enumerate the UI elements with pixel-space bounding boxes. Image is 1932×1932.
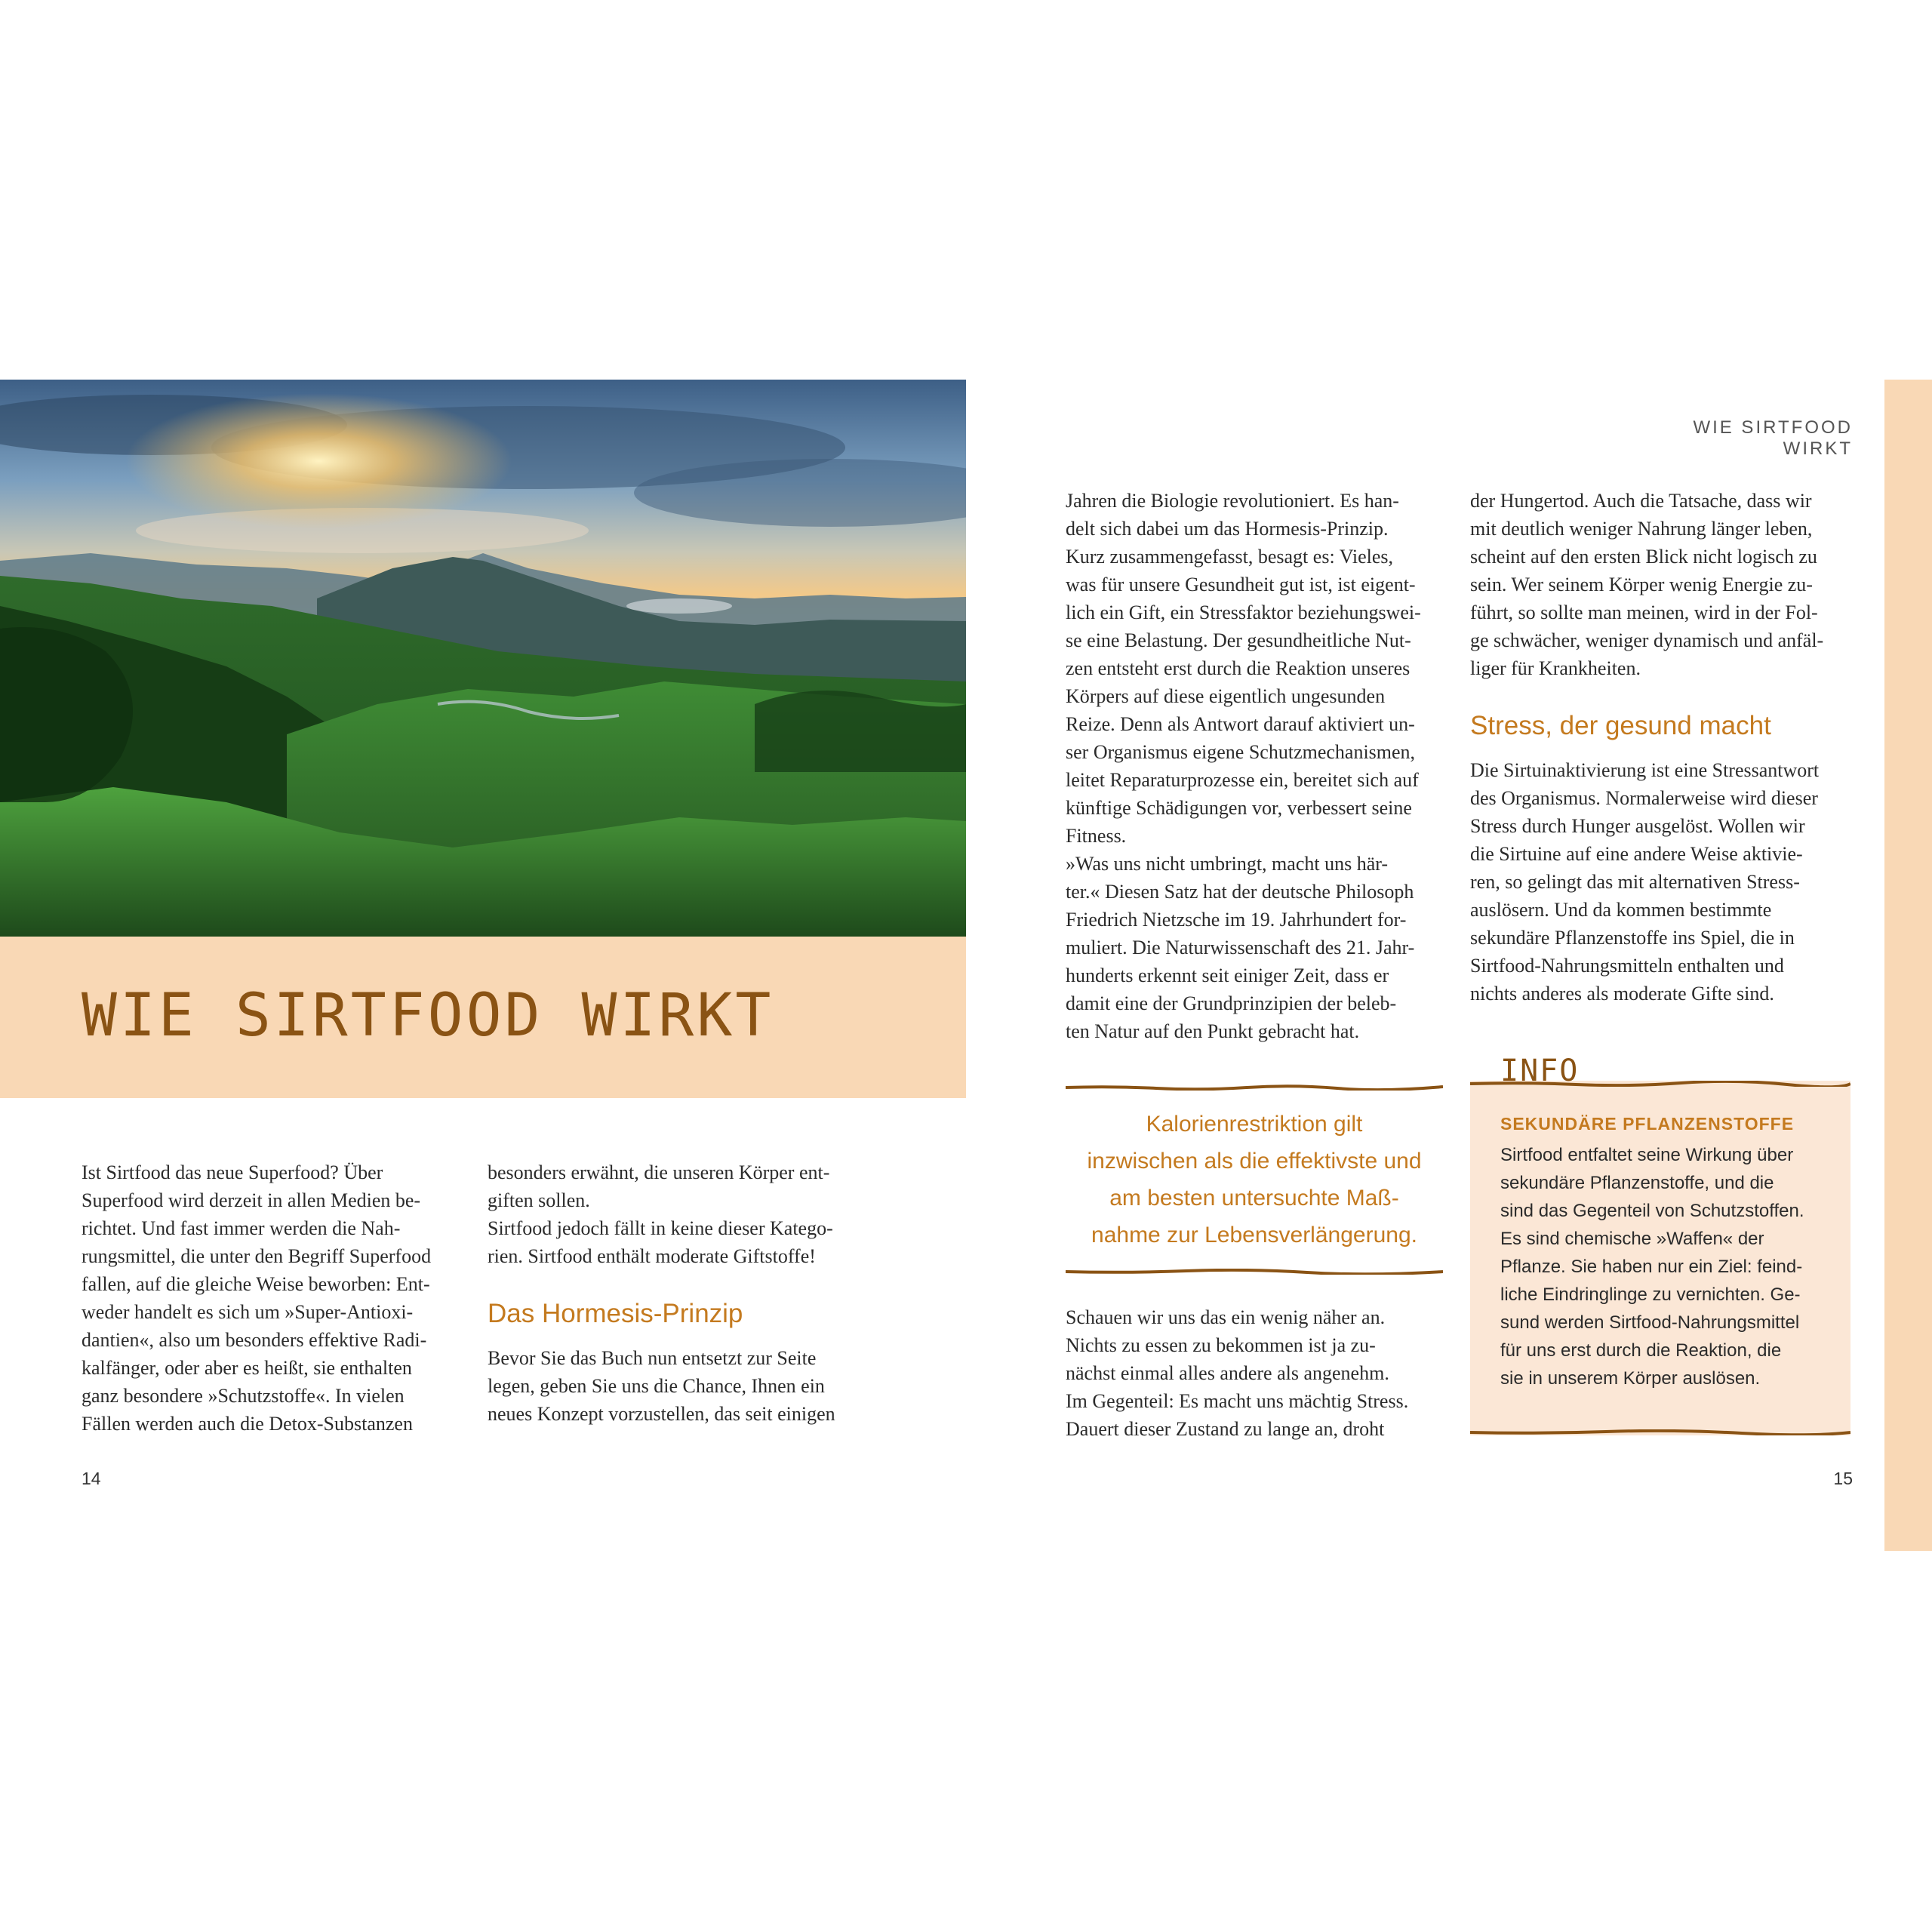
info-line: sekundäre Pflanzenstoffe, und die [1500,1173,1774,1193]
body-line: leitet Reparaturprozesse ein, bereitet sich auf [1066,769,1419,791]
info-heading: SEKUNDÄRE PFLANZENSTOFFE [1500,1114,1795,1134]
section-heading-stress: Stress, der gesund macht [1470,711,1771,740]
page-number-left: 14 [82,1469,101,1488]
body-line: Friedrich Nietzsche im 19. Jahrhundert for- [1066,909,1407,931]
body-line: lich ein Gift, ein Stressfaktor beziehungswei- [1066,601,1421,623]
info-line: sund werden Sirtfood-Nahrungsmittel [1500,1312,1800,1333]
quote-line: nahme zur Lebensverlängerung. [1091,1223,1417,1247]
info-line: liche Eindringlinge zu vernichten. Ge- [1500,1284,1801,1305]
body-line: ten Natur auf den Punkt gebracht hat. [1066,1020,1360,1042]
chapter-title: WIE SIRTFOOD WIRKT [82,982,774,1050]
body-line: Superfood wird derzeit in allen Medien be- [82,1189,421,1211]
info-line: sind das Gegenteil von Schutzstoffen. [1500,1201,1804,1221]
body-line: sein. Wer seinem Körper wenig Energie zu- [1470,574,1813,595]
body-line: mit deutlich weniger Nahrung länger leben, [1470,518,1813,540]
body-line: Fitness. [1066,825,1127,847]
body-line: Reize. Denn als Antwort darauf aktiviert un- [1066,713,1415,735]
body-line: besonders erwähnt, die unseren Körper ent- [488,1161,830,1183]
body-line: neues Konzept vorzustellen, das seit einigen [488,1403,835,1425]
body-line: nächst einmal alles andere als angenehm. [1066,1362,1389,1384]
body-line: kalfänger, oder aber es heißt, sie enthalten [82,1357,412,1379]
body-line: Schauen wir uns das ein wenig näher an. [1066,1306,1386,1328]
body-line: führt, so sollte man meinen, wird in der Fol- [1470,601,1818,623]
body-line: richtet. Und fast immer werden die Nah- [82,1217,401,1239]
body-line: Fällen werden auch die Detox-Substanzen [82,1413,413,1435]
body-line: se eine Belastung. Der gesundheitliche Nut- [1066,629,1411,651]
page-number-right: 15 [1833,1469,1853,1488]
body-line: des Organismus. Normalerweise wird dieser [1470,787,1818,809]
body-line: Körpers auf diese eigentlich ungesunden [1066,685,1386,707]
body-line: was für unsere Gesundheit gut ist, ist eigent- [1066,574,1416,595]
quote-rule-top [1066,1084,1443,1091]
info-label: INFO [1500,1054,1580,1088]
chapter-title-band [0,937,966,1098]
body-line: weder handelt es sich um »Super-Antioxi- [82,1301,414,1323]
info-line: Es sind chemische »Waffen« der [1500,1229,1764,1249]
body-line: Ist Sirtfood das neue Superfood? Über [82,1161,383,1183]
quote-line: am besten untersuchte Maß- [1109,1186,1399,1211]
body-line: scheint auf den ersten Blick nicht logisch zu [1470,546,1817,568]
quote-line: Kalorienrestriktion gilt [1146,1112,1363,1137]
pull-quote-text [1066,1106,1443,1254]
body-line: Kurz zusammengefasst, besagt es: Vieles, [1066,546,1394,568]
info-line: für uns erst durch die Reaktion, die [1500,1340,1782,1361]
pull-quote [1066,1084,1443,1275]
body-line: ter.« Diesen Satz hat der deutsche Philosoph [1066,881,1414,903]
body-line: Die Sirtuinaktivierung ist eine Stressantwort [1470,759,1820,781]
body-line: fallen, auf die gleiche Weise beworben: Ent- [82,1273,430,1295]
body-line: Im Gegenteil: Es macht uns mächtig Stress. [1066,1390,1409,1412]
running-head: WIE SIRTFOOD WIRKT [1693,417,1853,459]
info-line: Sirtfood entfaltet seine Wirkung über [1500,1145,1794,1165]
body-line: liger für Krankheiten. [1470,657,1641,679]
right-page-column-2 [1470,487,1855,1008]
body-line: zen entsteht erst durch die Reaktion unseres [1066,657,1411,679]
body-line: delt sich dabei um das Hormesis-Prinzip. [1066,518,1389,540]
body-line: hunderts erkennt seit einiger Zeit, dass er [1066,964,1389,986]
info-body [1500,1141,1832,1392]
body-line: ganz besondere »Schutzstoffe«. In vielen [82,1385,405,1407]
body-line: ser Organismus eigene Schutzmechanismen, [1066,741,1416,763]
body-line: damit eine der Grundprinzipien der beleb- [1066,992,1397,1014]
body-line: giften sollen. [488,1189,590,1211]
body-line: Dauert dieser Zustand zu lange an, droht [1066,1418,1385,1440]
right-page-column-1 [1066,487,1452,1045]
body-line: »Was uns nicht umbringt, macht uns här- [1066,853,1389,875]
quote-rule-bottom [1066,1269,1443,1275]
body-line: auslösern. Und da kommen bestimmte [1470,899,1772,921]
body-line: Stress durch Hunger ausgelöst. Wollen wir [1470,815,1805,837]
body-line: die Sirtuine auf eine andere Weise aktivie- [1470,843,1803,865]
chapter-edge-tab [1884,380,1932,1551]
body-line: Sirtfood jedoch fällt in keine dieser Katego- [488,1217,833,1239]
body-line: rien. Sirtfood enthält moderate Giftstoffe! [488,1245,816,1267]
info-box [1470,1054,1850,1435]
quote-line: inzwischen als die effektivste und [1087,1149,1422,1174]
body-line: rungsmittel, die unter den Begriff Superfood [82,1245,432,1267]
body-line: Jahren die Biologie revolutioniert. Es han- [1066,490,1399,512]
body-line: sekundäre Pflanzenstoffe ins Spiel, die in [1470,927,1795,949]
body-line: dantien«, also um besonders effektive Radi- [82,1329,427,1351]
body-line: künftige Schädigungen vor, verbessert seine [1066,797,1412,819]
body-line: muliert. Die Naturwissenschaft des 21. Jahr- [1066,937,1415,958]
section-heading-hormesis: Das Hormesis-Prinzip [488,1299,743,1328]
body-line: nichts anderes als moderate Gifte sind. [1470,983,1774,1004]
body-line: Sirtfood-Nahrungsmitteln enthalten und [1470,955,1784,977]
info-line: sie in unserem Körper auslösen. [1500,1368,1761,1389]
landscape-photo [0,380,966,937]
info-rule-bottom [1470,1429,1850,1435]
body-line: Nichts zu essen zu bekommen ist ja zu- [1066,1334,1376,1356]
left-page-column-2 [488,1158,869,1428]
body-line: ge schwächer, weniger dynamisch und anfäl- [1470,629,1824,651]
body-line: ren, so gelingt das mit alternativen Stress- [1470,871,1800,893]
body-line: legen, geben Sie uns die Chance, Ihnen ein [488,1375,825,1397]
left-page-column-1 [82,1158,463,1438]
body-line: Bevor Sie das Buch nun entsetzt zur Seite [488,1347,817,1369]
info-line: Pflanze. Sie haben nur ein Ziel: feind- [1500,1257,1803,1277]
right-page-column-1-bottom [1066,1303,1452,1443]
body-line: der Hungertod. Auch die Tatsache, dass wir [1470,490,1812,512]
